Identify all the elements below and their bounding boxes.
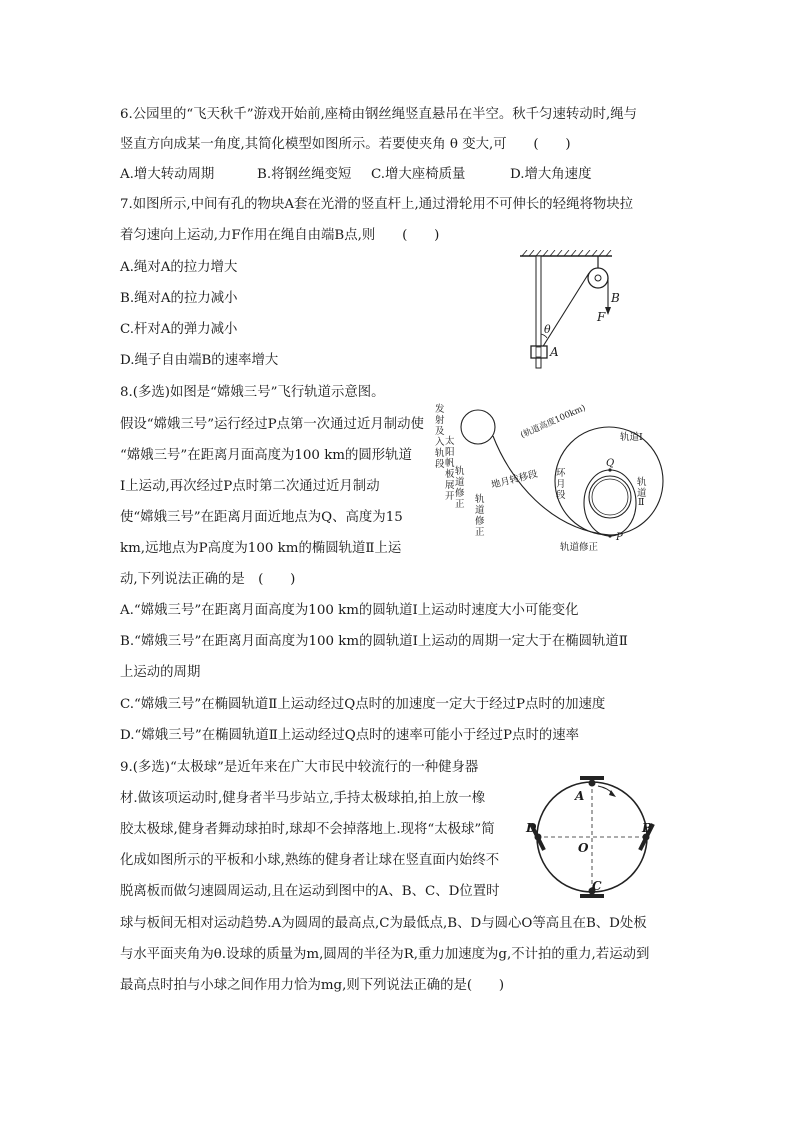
- q9-line-3: 胶太极球,健身者舞动球拍时,球却不会掉落地上.现将“太极球”简: [120, 822, 495, 837]
- svg-text:射: 射: [435, 415, 445, 426]
- q6-option-b: B.将钢丝绳变短: [257, 167, 352, 182]
- svg-text:展: 展: [445, 480, 455, 491]
- label-c: C: [592, 879, 602, 893]
- pulley-figure: [512, 250, 622, 375]
- q9-line-1: 9.(多选)“太极球”是近年来在广大市民中较流行的一种健身器: [120, 760, 479, 775]
- svg-text:Ⅱ: Ⅱ: [638, 497, 645, 508]
- label-correction-1: [455, 465, 465, 510]
- orbit-figure: [430, 400, 670, 560]
- label-d: D: [526, 821, 537, 835]
- launch-orbit: [461, 410, 495, 444]
- svg-text:帆: 帆: [445, 458, 455, 469]
- q8-line-3: “嫦娥三号”在距离月面高度为100 km的圆形轨道: [120, 448, 412, 463]
- q8-line-5: 使“嫦娥三号”在距离月面近地点为Q、高度为15: [120, 510, 403, 525]
- q6-line-1: 6.公园里的“飞天秋千”游戏开始前,座椅由钢丝绳竖直悬吊在半空。秋千匀速转动时,绳与: [120, 107, 638, 122]
- svg-text:太: 太: [445, 436, 455, 447]
- svg-text:轨: 轨: [637, 477, 647, 488]
- q6-option-d: D.增大角速度: [510, 167, 592, 182]
- q9-line-4: 化成如图所示的平板和小球,熟练的健身者让球在竖直面内始终不: [120, 853, 500, 868]
- q8-option-b-cont: 上运动的周期: [120, 665, 201, 680]
- q8-line-7: 动,下列说法正确的是 ( ): [120, 572, 296, 587]
- svg-text:道: 道: [475, 505, 485, 516]
- svg-text:轨: 轨: [435, 448, 445, 459]
- label-orbit-1: 轨道Ⅰ: [620, 432, 643, 443]
- q9-line-5: 脱离板而做匀速圆周运动,且在运动到图中的A、B、C、D位置时: [120, 884, 500, 899]
- q9-line-7: 与水平面夹角为θ.设球的质量为m,圆周的半径为R,重力加速度为g,不计拍的重力,若运动到: [120, 947, 650, 962]
- moon: [589, 476, 631, 518]
- svg-text:发: 发: [435, 404, 445, 415]
- q6-option-a: A.增大转动周期: [120, 167, 215, 182]
- svg-text:道: 道: [637, 488, 647, 499]
- label-f: F: [597, 310, 606, 324]
- q7-option-a: A.绳对A的拉力增大: [120, 260, 238, 275]
- svg-text:轨: 轨: [475, 494, 485, 505]
- q8-line-4: Ⅰ上运动,再次经过P点时第二次通过近月制动: [120, 479, 380, 494]
- svg-text:修: 修: [475, 516, 485, 527]
- label-a: A: [575, 789, 585, 803]
- svg-text:正: 正: [455, 499, 465, 510]
- label-a: A: [550, 345, 559, 359]
- taiji-figure: [518, 772, 668, 902]
- q8-option-d: D.“嫦娥三号”在椭圆轨道Ⅱ上运动经过Q点时的速率可能小于经过P点时的速率: [120, 728, 580, 743]
- svg-text:轨: 轨: [455, 466, 465, 477]
- q7-line-1: 7.如图所示,中间有孔的物块A套在光滑的竖直杆上,通过滑轮用不可伸长的轻绳将物块拉: [120, 197, 634, 212]
- svg-text:阳: 阳: [445, 447, 455, 458]
- svg-text:正: 正: [475, 527, 485, 538]
- q7-option-b: B.绳对A的拉力减小: [120, 291, 238, 306]
- svg-text:及: 及: [435, 426, 445, 437]
- svg-text:道: 道: [455, 477, 465, 488]
- label-theta: θ: [544, 323, 551, 336]
- svg-text:月: 月: [556, 479, 566, 490]
- q8-line-1: 8.(多选)如图是“嫦娥三号”飞行轨道示意图。: [120, 385, 385, 400]
- q8-line-2: 假设“嫦娥三号”运行经过P点第一次通过近月制动使: [120, 417, 424, 432]
- label-correction-2: [475, 493, 485, 538]
- label-height: (轨道高度100km): [519, 403, 588, 441]
- q8-option-b: B.“嫦娥三号”在距离月面高度为100 km的圆轨道Ⅰ上运动的周期一定大于在椭圆轨道Ⅱ: [120, 634, 628, 649]
- label-correction-3: 轨道修正: [560, 542, 599, 553]
- label-orbit-2: [637, 476, 647, 508]
- label-b: B: [642, 821, 653, 835]
- q9-line-8: 最高点时拍与小球之间作用力恰为mg,则下列说法正确的是( ): [120, 978, 505, 993]
- label-solar: [445, 435, 455, 502]
- svg-text:板: 板: [445, 469, 455, 480]
- q7-option-d: D.绳子自由端B的速率增大: [120, 353, 279, 368]
- svg-text:入: 入: [435, 437, 445, 448]
- q9-line-6: 球与板间无相对运动趋势.A为圆周的最高点,C为最低点,B、D与圆心O等高且在B、D处板: [120, 916, 647, 931]
- svg-text:开: 开: [445, 491, 455, 502]
- orbit-two: [584, 470, 636, 536]
- svg-text:段: 段: [435, 459, 445, 470]
- q8-option-a: A.“嫦娥三号”在距离月面高度为100 km的圆轨道Ⅰ上运动时速度大小可能变化: [120, 603, 579, 618]
- q8-line-6: km,远地点为P高度为100 km的椭圆轨道Ⅱ上运: [120, 541, 402, 556]
- q9-line-2: 材.做该项运动时,健身者半马步站立,手持太极球拍,拍上放一橡: [120, 791, 486, 806]
- q7-line-2: 着匀速向上运动,力F作用在绳自由端B点,则 ( ): [120, 228, 440, 243]
- svg-text:修: 修: [455, 488, 465, 499]
- label-lunar: [556, 468, 566, 501]
- orbit-one: [555, 427, 663, 535]
- label-q: Q: [606, 458, 615, 469]
- q6-line-2: 竖直方向成某一角度,其简化模型如图所示。若要使夹角 θ 变大,可 ( ): [120, 137, 571, 152]
- label-transfer: 地月转移段: [490, 468, 539, 491]
- svg-text:环: 环: [556, 468, 566, 479]
- q6-option-c: C.增大座椅质量: [371, 167, 466, 182]
- label-b: B: [611, 291, 620, 305]
- q8-option-c: C.“嫦娥三号”在椭圆轨道Ⅱ上运动经过Q点时的加速度一定大于经过P点时的加速度: [120, 697, 606, 712]
- label-o: O: [578, 841, 589, 855]
- q7-option-c: C.杆对A的弹力减小: [120, 322, 238, 337]
- label-p: P: [616, 532, 623, 543]
- svg-text:段: 段: [556, 490, 566, 501]
